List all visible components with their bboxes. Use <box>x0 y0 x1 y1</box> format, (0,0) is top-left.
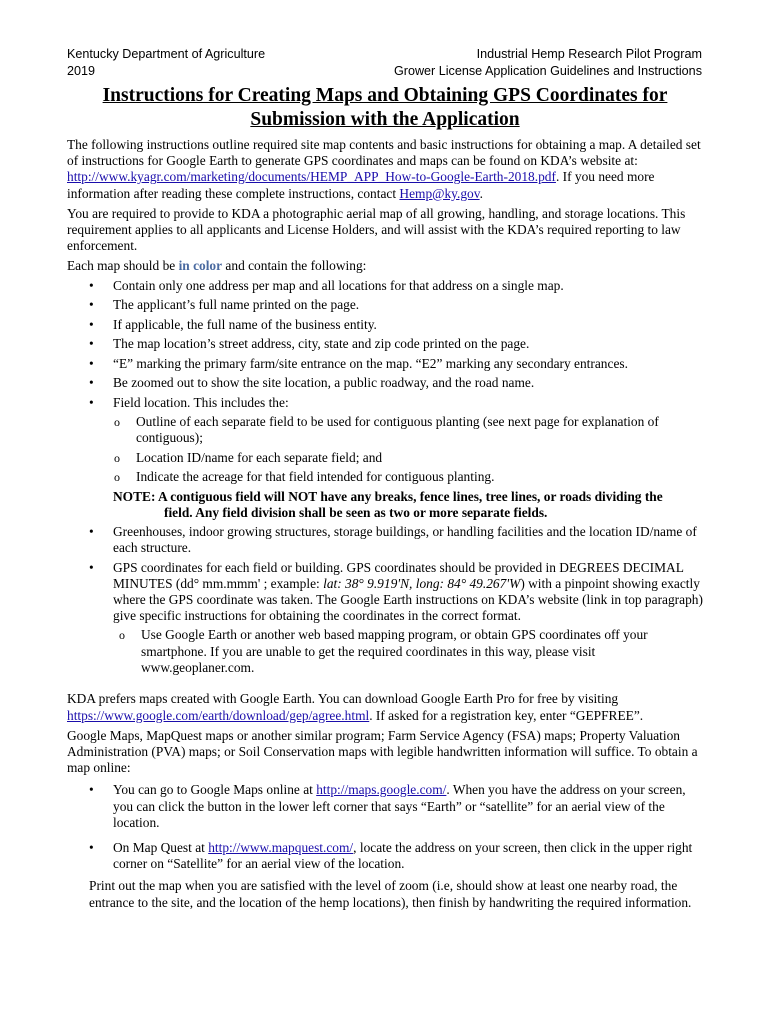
list-item-greenhouses: • Greenhouses, indoor growing structures, storage buildings, or handling facilities and the location ID/name of each structure. <box>67 524 703 556</box>
google-earth-download-link[interactable]: https://www.google.com/earth/download/gep/agree.html <box>67 707 370 723</box>
sub-list-item: o Use Google Earth or another web based mapping program, or obtain GPS coordinates off your smartphone. If you are unable to get the required coordinates in this way, please visit www.geoplaner.com. <box>91 627 703 676</box>
google-earth-instructions-link[interactable]: http://www.kyagr.com/marketing/documents/HEMP_APP_How-to-Google-Earth-2018.pdf <box>67 169 556 185</box>
gps-text-2: ) with a pinpoint showing exactly where the GPS coordinate was taken. The Google Earth instructions on KDA’s website (link in top paragraph) give specific instructions for obtaining the coordinates in the correct format. <box>113 575 703 624</box>
list-item: • Contain only one address per map and all locations for that address on a single map. <box>67 278 703 294</box>
list-item: • Be zoomed out to show the site location, a public roadway, and the road name. <box>67 375 703 391</box>
each-map-paragraph <box>67 258 703 274</box>
alternatives-paragraph: Google Maps, MapQuest maps or another similar program; Farm Service Agency (FSA) maps; Property Valuation Administration (PVA) maps; or Soil Conservation maps with legible handwritten information will suffice. To obtain a map online: <box>67 727 698 776</box>
header-right <box>394 46 702 80</box>
header-year: 2019 <box>67 64 96 78</box>
list-item: • The map location’s street address, city, state and zip code printed on the page. <box>67 336 703 352</box>
intro-text-3: . <box>479 185 483 201</box>
mapquest-link[interactable]: http://www.mapquest.com/ <box>208 839 354 855</box>
gps-text-1: GPS coordinates for each field or building. GPS coordinates should be provided in DEGREES DECIMAL MINUTES (dd° mm.mmm' ; example: <box>113 559 684 591</box>
google-maps-link[interactable]: http://maps.google.com/ <box>316 782 447 798</box>
header-left <box>67 46 265 80</box>
structures-list <box>67 524 703 676</box>
list-item: • “E” marking the primary farm/site entrance on the map. “E2” marking any secondary entrances. <box>67 356 703 372</box>
sub-list-item: o Indicate the acreage for that field intended for contiguous planting. <box>91 469 703 485</box>
header-doc-type: Grower License Application Guidelines and Instructions <box>393 64 702 78</box>
contiguous-note <box>67 489 703 521</box>
map-requirements-list <box>67 278 703 486</box>
online-map-list <box>67 782 703 872</box>
header-department: Kentucky Department of Agriculture <box>67 47 266 61</box>
sub-list-item: o Outline of each separate field to be used for contiguous planting (see next page for explanation of contiguous); <box>91 414 703 446</box>
google-maps-post: . When you have the address on your screen, you can click the button in the lower left corner that says “Earth” or “satellite” for an aerial view of the location. <box>113 782 686 830</box>
list-item-mapquest <box>67 840 703 872</box>
title-line-1: Instructions for Creating Maps and Obtaining GPS Coordinates for <box>102 85 668 106</box>
field-location-label: • Field location. This includes the: <box>113 394 289 410</box>
sub-list-item: o Location ID/name for each separate field; and <box>91 450 703 466</box>
note-line-2: field. Any field division shall be seen as two or more separate fields. <box>164 504 548 520</box>
list-item-google-maps <box>67 782 703 831</box>
list-item: • If applicable, the full name of the business entity. <box>67 317 703 333</box>
mapquest-pre: On Map Quest at <box>113 839 209 855</box>
page-title <box>60 84 710 132</box>
intro-paragraph <box>67 137 703 202</box>
list-item: • The applicant’s full name printed on the page. <box>67 297 703 313</box>
hemp-email-link[interactable]: Hemp@ky.gov <box>399 185 480 201</box>
list-item-gps <box>67 560 703 676</box>
each-map-post: and contain the following: <box>222 258 367 274</box>
gps-sublist <box>91 627 703 676</box>
header-program: Industrial Hemp Research Pilot Program <box>476 47 702 61</box>
kda-prefers-text-1: KDA prefers maps created with Google Earth. You can download Google Earth Pro for free by visiting <box>67 691 619 707</box>
mapquest-post: , locate the address on your screen, then click in the upper right corner on “Satellite” for an aerial view of the location. <box>113 839 693 872</box>
document-body <box>67 137 703 911</box>
requirement-paragraph: You are required to provide to KDA a photographic aerial map of all growing, handling, and storage locations. This requirement applies to all applicants and License Holders, and will assist with the KDA’s required reporting to law enforcement. <box>67 205 686 254</box>
note-line-1: NOTE: A contiguous field will NOT have any breaks, fence lines, tree lines, or roads dividing the <box>113 488 663 504</box>
final-paragraph: Print out the map when you are satisfied with the level of zoom (i.e, should show at least one nearby road, the entrance to the site, and the location of the hemp locations), then finish by handwriting the required information. <box>89 878 692 910</box>
intro-text-2: . If you need more information after reading these complete instructions, contact <box>67 169 655 201</box>
intro-text-1: The following instructions outline required site map contents and basic instructions for obtaining a map. A detailed set of instructions for Google Earth to generate GPS coordinates and maps can be found on KDA’s website at: <box>67 137 701 169</box>
gps-example: lat: 38° 9.919'N, long: 84° 49.267'W <box>323 575 521 591</box>
in-color-emphasis: in color <box>178 258 223 274</box>
field-sublist <box>91 414 703 485</box>
title-line-2: Submission with the Application <box>250 109 520 130</box>
kda-prefers-text-2: . If asked for a registration key, enter “GEPFREE”. <box>369 707 644 723</box>
kda-prefers-paragraph <box>67 691 703 723</box>
gps-text <box>113 560 703 625</box>
list-item-field-location <box>67 395 703 486</box>
google-maps-pre: You can go to Google Maps online at <box>113 782 317 798</box>
each-map-pre: Each map should be <box>67 258 179 274</box>
